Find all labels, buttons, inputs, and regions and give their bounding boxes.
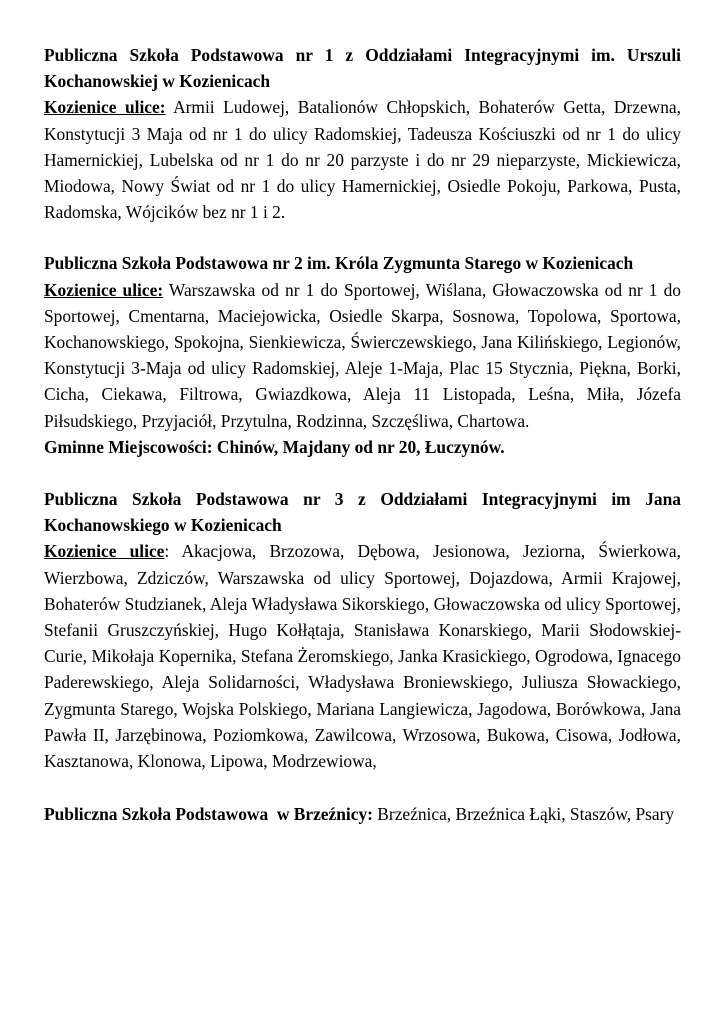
school-1-title: Publiczna Szkoła Podstawowa nr 1 z Oddziałami Integracyjnymi im. Urszuli Kochanowskiej w Kozienicach <box>44 45 681 92</box>
school-1-streets-list: Armii Ludowej, Batalionów Chłopskich, Bohaterów Getta, Drzewna, Konstytucji 3 Maja od nr 1 do ulicy Radomskiej, Tadeusza Kościuszki od nr 1 do ulicy Hamernickiej, Lubelska od nr 1 do nr 20 parzyste i do nr 29 nieparzyste, Mickiewicza, Miodowa, Nowy Świat od nr 1 do ulicy Hamernickiej, Osiedle Pokoju, Parkowa, Pusta, Radomska, Wójcików bez nr 1 i 2. <box>44 97 681 223</box>
school-2-streets-label: Kozienice ulice: <box>44 279 164 300</box>
school-2-streets-list: Warszawska od nr 1 do Sportowej, Wiślana, Głowaczowska od nr 1 do Sportowej, Cmentarna, Maciejowicka, Osiedle Skarpa, Sosnowa, Topolowa, Sportowa, Kochanowskiego, Spokojna, Sienkiewicza, Świerczewskiego, Jana Kilińskiego, Legionów, Konstytucji 3-Maja od ulicy Radomskiej, Aleje 1-Maja, Plac 15 Stycznia, Piękna, Borki, Cicha, Ciekawa, Filtrowa, Gwiazdkowa, Aleja 11 Listopada, Leśna, Miła, Józefa Piłsudskiego, Przyjaciół, Przytulna, Rodzinna, Szczęśliwa, Chartowa. <box>44 279 681 431</box>
school-2-gminne: Gminne Miejscowości: Chinów, Majdany od nr 20, Łuczynów. <box>44 436 505 457</box>
school-3-streets-label: Kozienice ulice <box>44 541 165 562</box>
school-1-section <box>44 42 681 225</box>
school-4-title: Publiczna Szkoła Podstawowa w Brzeźnicy: <box>44 804 373 825</box>
school-2-section <box>44 250 681 460</box>
school-3-title: Publiczna Szkoła Podstawowa nr 3 z Oddziałami Integracyjnymi im Jana Kochanowskiego w Kozienicach <box>44 489 681 536</box>
school-4-paragraph <box>44 801 681 827</box>
school-4-section <box>44 801 681 827</box>
school-2-streets <box>44 277 681 434</box>
school-1-streets <box>44 94 681 225</box>
school-2-title: Publiczna Szkoła Podstawowa nr 2 im. Króla Zygmunta Starego w Kozienicach <box>44 253 634 274</box>
document-page <box>44 42 681 827</box>
school-4-streets-list: Brzeźnica, Brzeźnica Łąki, Staszów, Psary <box>372 804 675 825</box>
school-3-streets-list: : Akacjowa, Brzozowa, Dębowa, Jesionowa, Jeziorna, Świerkowa, Wierzbowa, Zdziczów, Warszawska od ulicy Sportowej, Dojazdowa, Armii Krajowej, Bohaterów Studzianek, Aleja Władysława Sikorskiego, Głowaczowska od ulicy Sportowej, Stefanii Gruszczyńskiej, Hugo Kołłątaja, Stanisława Konarskiego, Marii Słodowskiej-Curie, Mikołaja Kopernika, Stefana Żeromskiego, Janka Krasickiego, Ogrodowa, Ignacego Paderewskiego, Aleja Solidarności, Władysława Broniewskiego, Juliusza Słowackiego, Zygmunta Starego, Wojska Polskiego, Mariana Langiewicza, Jagodowa, Borówkowa, Jana Pawła II, Jarzębinowa, Poziomkowa, Zawilcowa, Wrzosowa, Bukowa, Cisowa, Jodłowa, Kasztanowa, Klonowa, Lipowa, Modrzewiowa, <box>44 541 681 772</box>
school-1-streets-label: Kozienice ulice: <box>44 97 166 118</box>
school-3-streets <box>44 538 681 774</box>
school-3-section <box>44 486 681 774</box>
